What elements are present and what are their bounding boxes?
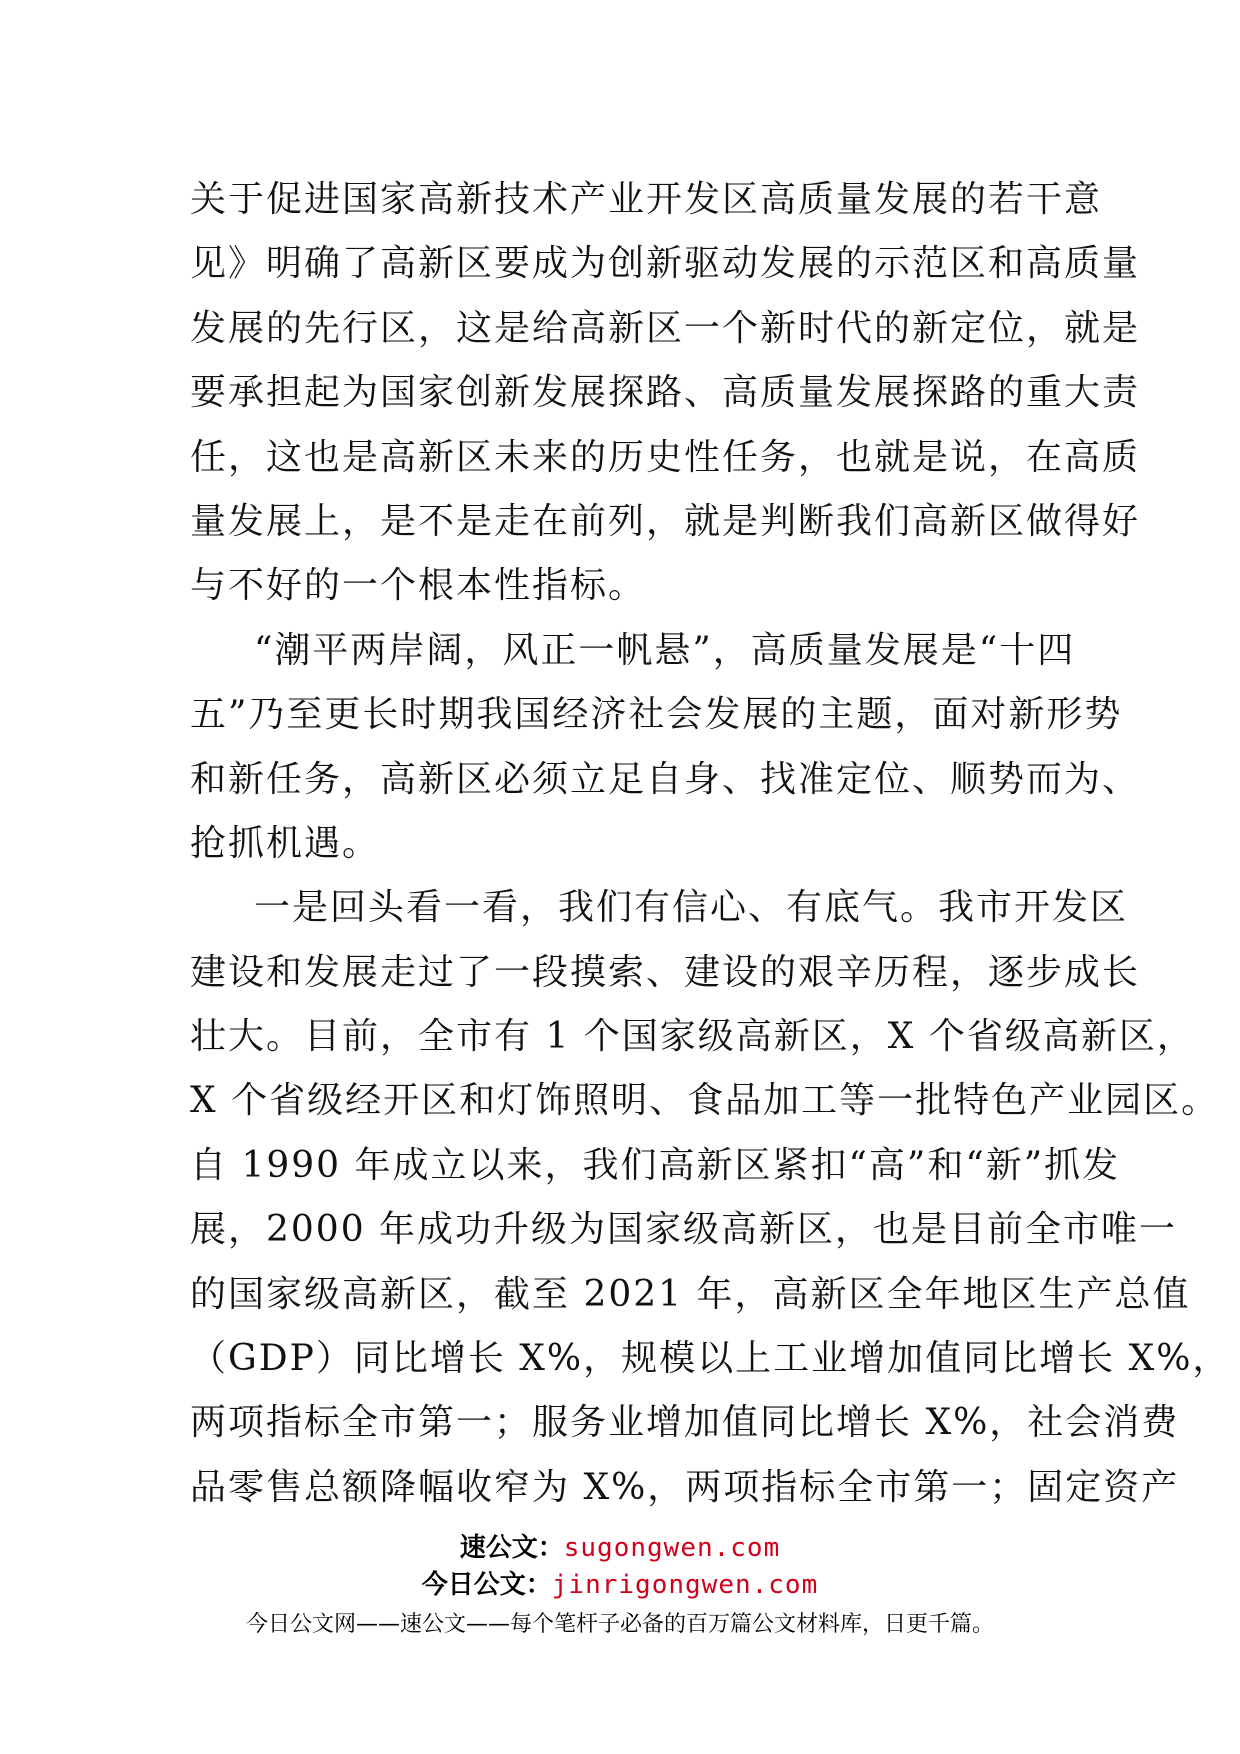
text-line: 抢抓机遇。	[190, 822, 381, 864]
text-line: 自 1990 年成立以来，我们高新区紧扣“高”和“新”抓发	[190, 1144, 1121, 1186]
footer-sugongwen	[0, 1531, 1240, 1565]
document-body	[190, 168, 1231, 1520]
paragraph-start-line: “潮平两岸阔，风正一帆悬”，高质量发展是“十四	[254, 629, 1076, 671]
paragraph-start-line: 一是回头看一看，我们有信心、有底气。我市开发区	[254, 887, 1129, 929]
text-line: 建设和发展走过了一段摸索、建设的艰辛历程，逐步成长	[190, 951, 1141, 993]
text-line: 发展的先行区，这是给高新区一个新时代的新定位，就是	[190, 307, 1141, 349]
text-line: 壮大。目前，全市有 1 个国家级高新区，X 个省级高新区，	[190, 1016, 1195, 1058]
text-line: 的国家级高新区，截至 2021 年，高新区全年地区生产总值	[190, 1273, 1191, 1315]
text-line: 量发展上，是不是走在前列，就是判断我们高新区做得好	[190, 500, 1141, 542]
text-line: 任，这也是高新区未来的历史性任务，也就是说，在高质	[190, 436, 1141, 478]
text-line: 见》明确了高新区要成为创新驱动发展的示范区和高质量	[190, 243, 1141, 285]
text-line: 品零售总额降幅收窄为 X%，两项指标全市第一；固定资产	[190, 1466, 1180, 1508]
jinrigongwen-link[interactable]: jinrigongwen.com	[551, 1570, 819, 1600]
text-line: 关于促进国家高新技术产业开发区高质量发展的若干意	[190, 179, 1103, 220]
footer-tagline: 今日公文网——速公文——每个笔杆子必备的百万篇公文材料库，日更千篇。	[245, 1612, 994, 1637]
text-line: 与不好的一个根本性指标。	[190, 565, 647, 607]
text-line: X 个省级经开区和灯饰照明、食品加工等一批特色产业园区。	[190, 1080, 1220, 1122]
text-line: 要承担起为国家创新发展探路、高质量发展探路的重大责	[190, 372, 1141, 414]
text-line: 五”乃至更长时期我国经济社会发展的主题，面对新形势	[190, 694, 1123, 736]
jinrigongwen-label: 今日公文：	[421, 1570, 552, 1600]
sugongwen-link[interactable]: sugongwen.com	[563, 1533, 781, 1563]
text-line: 两项指标全市第一；服务业增加值同比增长 X%，社会消费	[190, 1402, 1180, 1444]
text-line: （GDP）同比增长 X%，规模以上工业增加值同比增长 X%，	[190, 1338, 1231, 1380]
text-line: 展，2000 年成功升级为国家级高新区，也是目前全市唯一	[190, 1209, 1178, 1251]
sugongwen-label: 速公文：	[459, 1533, 564, 1563]
footer-jinrigongwen	[0, 1568, 1240, 1602]
text-line: 和新任务，高新区必须立足自身、找准定位、顺势而为、	[190, 758, 1141, 800]
